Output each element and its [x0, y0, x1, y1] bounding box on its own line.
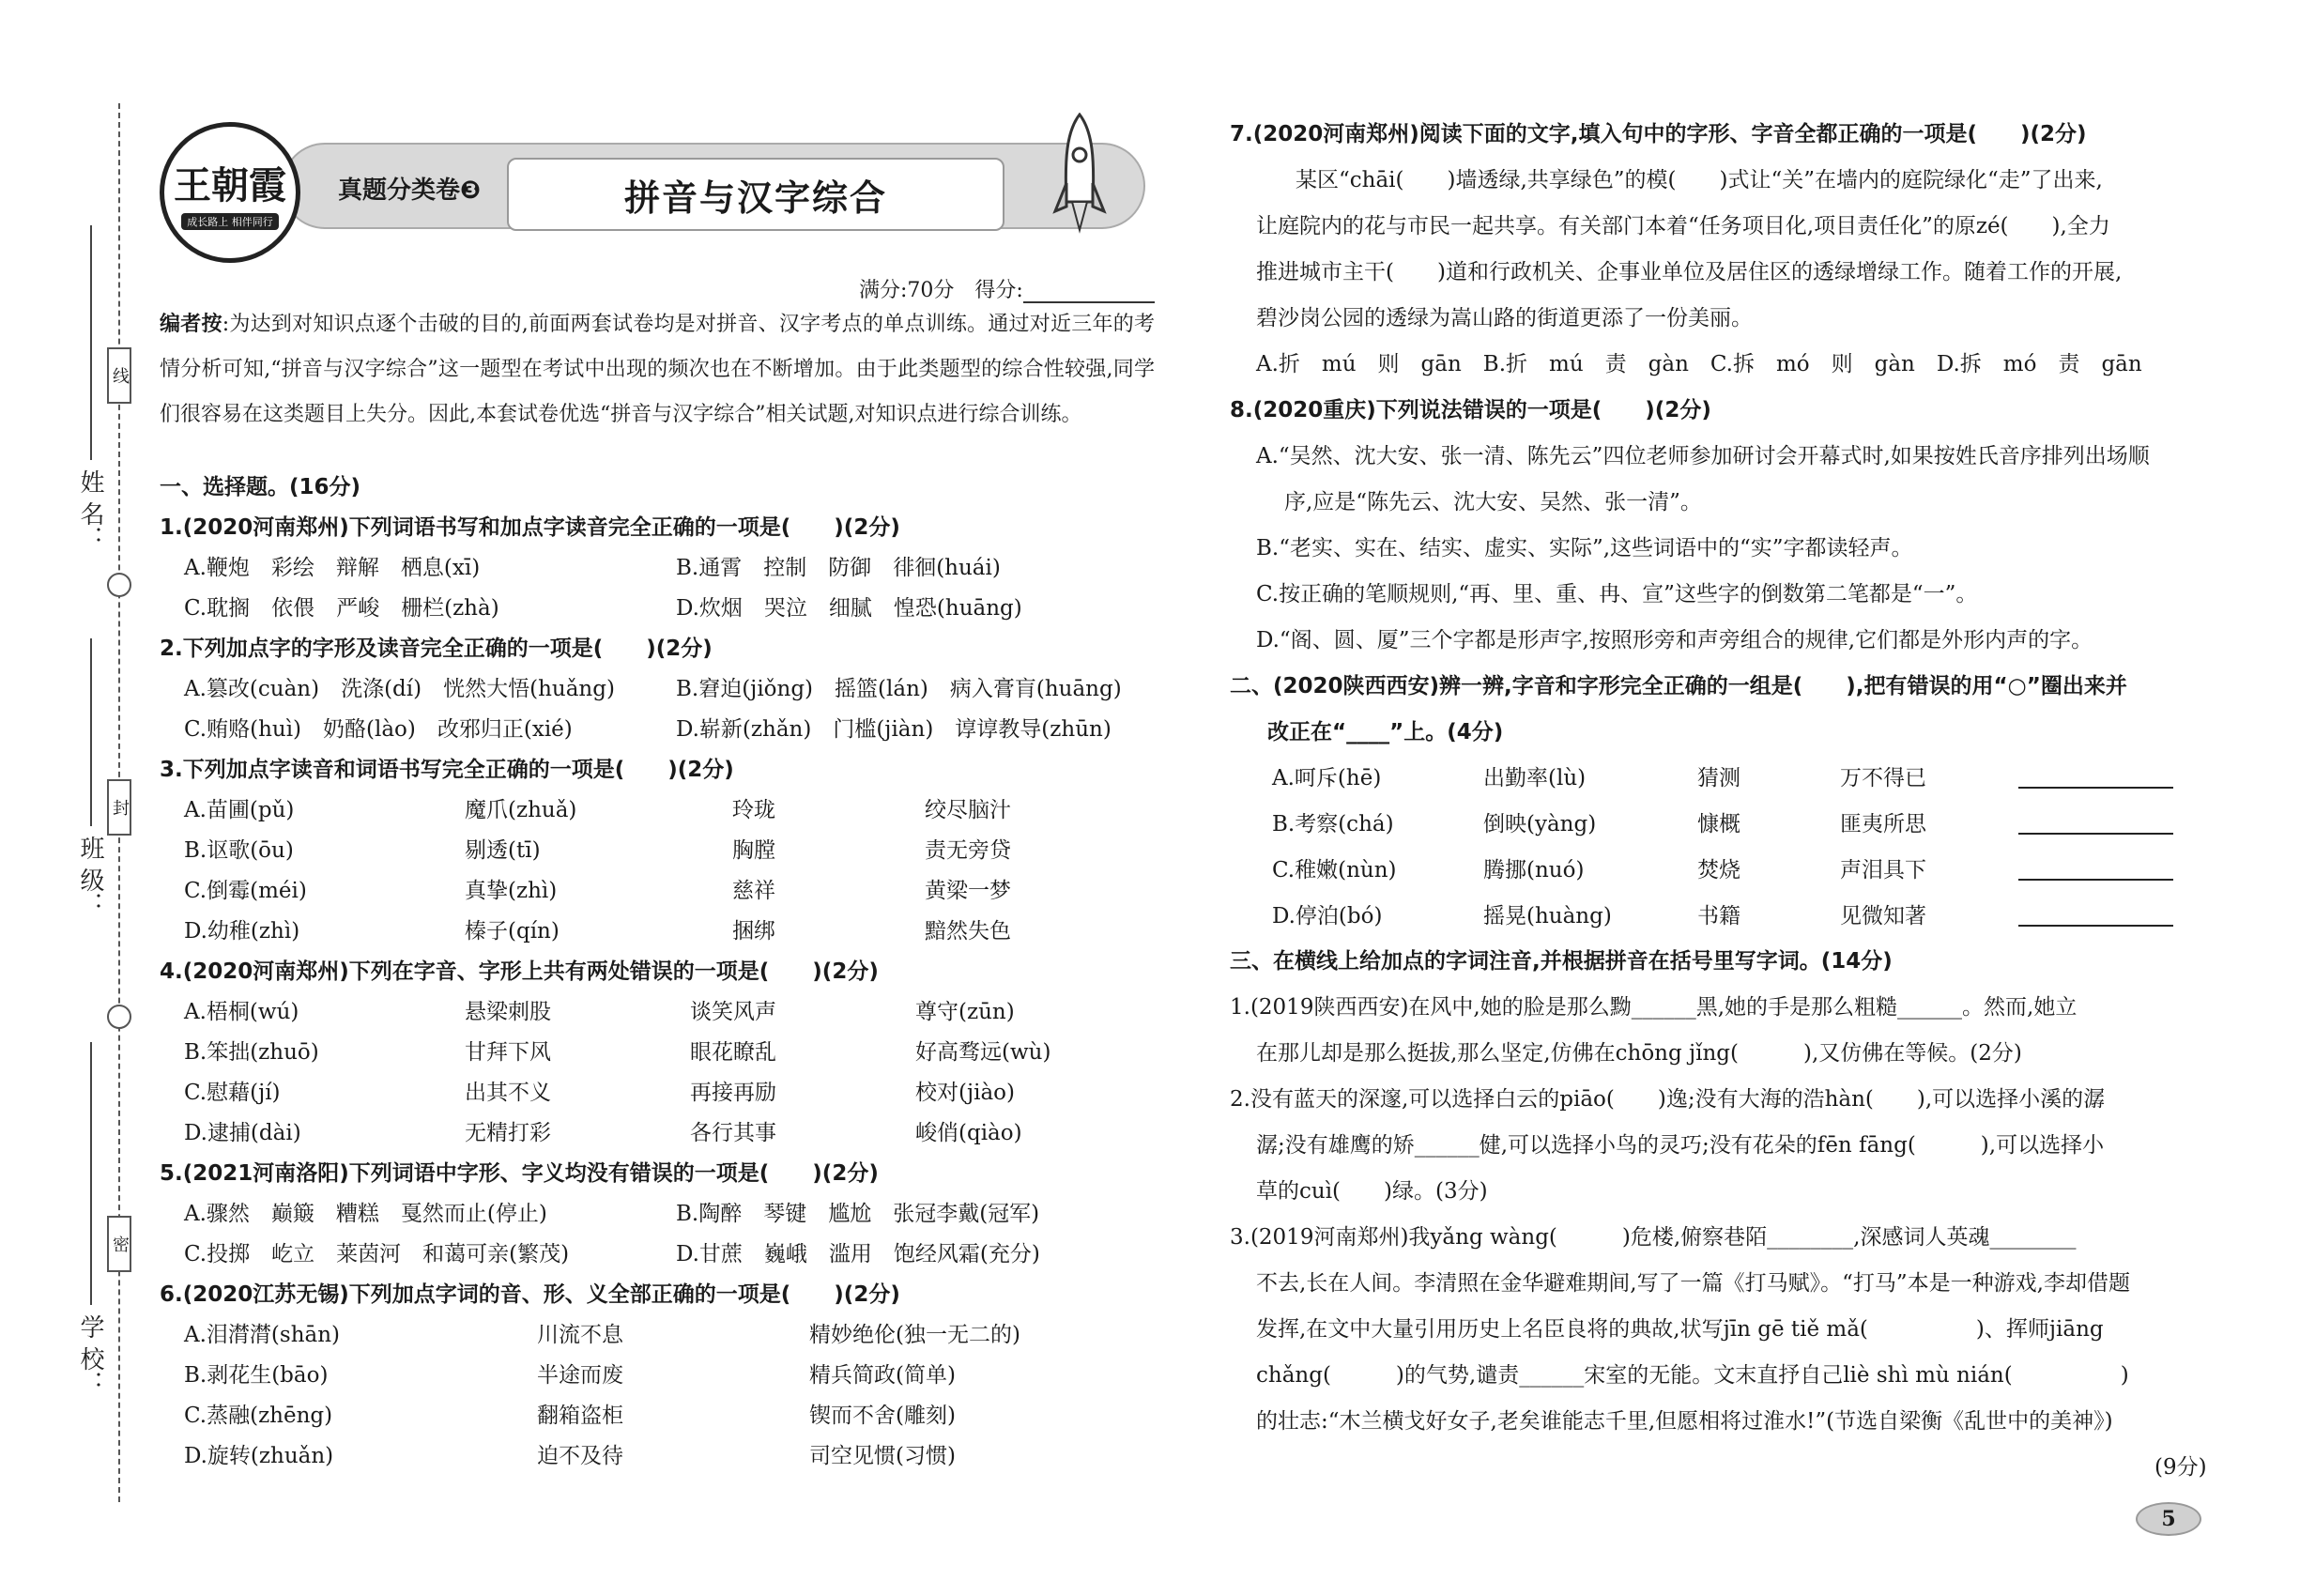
q7-stem: 7.(2020河南郑州)阅读下面的文字,填入句中的字形、字音全都正确的一项是( )(2分): [1230, 122, 2087, 146]
q6-option-cell: 精妙绝伦(独一无二的): [809, 1323, 1020, 1347]
s2-answer-line[interactable]: [2018, 833, 2173, 835]
name-label: 姓 名：: [76, 469, 104, 551]
q6-option-cell[interactable]: B.剥花生(bāo): [184, 1363, 329, 1388]
s2-option-cell[interactable]: B.考察(chá): [1272, 812, 1394, 836]
q7-passage-line: 某区“chāi( )墙透绿,共享绿色”的模( )式让“关”在墙内的庭院绿化“走”了出来,: [1296, 168, 2103, 192]
s3-q1-line: 1.(2019陕西西安)在风中,她的脸是那么黝______黑,她的手是那么粗糙______。然而,她立: [1230, 995, 2078, 1020]
s2-option-cell: 万不得已: [1840, 766, 1926, 790]
s3-q1-line: 在那儿却是那么挺拔,那么坚定,仿佛在chōng jǐng( ),又仿佛在等候。(2分): [1256, 1041, 2022, 1066]
s2-option-cell: 腾挪(nuó): [1483, 858, 1585, 882]
q3-option-cell: 剔透(tī): [465, 838, 541, 863]
q4-option-cell: 眼花瞭乱: [690, 1040, 776, 1065]
logo-slogan: 成长路上 相伴同行: [181, 213, 279, 230]
s2-option-cell: 匪夷所思: [1840, 812, 1926, 836]
s3-q2-line: 潺;没有雄鹰的矫______健,可以选择小鸟的灵巧;没有花朵的fēn fāng( ),可以选择小: [1256, 1133, 2105, 1158]
s2-option-cell: 摇晃(huàng): [1483, 904, 1612, 928]
q8-option-a[interactable]: A.“吴然、沈大安、张一清、陈先云”四位老师参加研讨会开幕式时,如果按姓氏音序排列出场顺: [1256, 444, 2150, 468]
q8-stem: 8.(2020重庆)下列说法错误的一项是( )(2分): [1230, 398, 1711, 422]
q4-option-cell: 甘拜下风: [465, 1040, 551, 1065]
q8-option-d[interactable]: D.“阁、圆、厦”三个字都是形声字,按照形旁和声旁组合的规律,它们都是外形内声的字。: [1256, 628, 2093, 652]
s3-q3-line: 发挥,在文中大量引用历史上名臣良将的典故,状写jīn gē tiě mǎ( )、挥师jiāng: [1256, 1317, 2104, 1342]
q1-stem: 1.(2020河南郑州)下列词语书写和加点字读音完全正确的一项是( )(2分): [160, 515, 900, 540]
q3-option-cell: 绞尽脑汁: [925, 798, 1011, 822]
binding-circle: [107, 1005, 131, 1029]
q4-option-cell: 悬梁刺股: [465, 1000, 551, 1024]
q6-option-cell: 川流不息: [537, 1323, 623, 1347]
s2-answer-line[interactable]: [2018, 925, 2173, 927]
s3-q3-score: (9分): [2154, 1455, 2207, 1480]
s2-option-cell: 声泪具下: [1840, 858, 1926, 882]
q6-option-cell: 精兵简政(简单): [809, 1363, 956, 1388]
class-blank[interactable]: [90, 638, 92, 826]
s2-option-cell: 书籍: [1697, 904, 1740, 928]
q2-option-a[interactable]: A.篡改(cuàn) 洗涤(dí) 恍然大悟(huǎng): [184, 677, 615, 701]
s2-option-cell: 猜测: [1697, 766, 1740, 790]
title-banner: [160, 103, 1155, 272]
binding-circle: [107, 573, 131, 597]
score-row: [859, 274, 1155, 303]
q1-option-a[interactable]: A.鞭炮 彩绘 辩解 栖息(xī): [184, 556, 481, 580]
q1-option-d[interactable]: D.炊烟 哭泣 细腻 惶恐(huāng): [676, 596, 1022, 621]
s3-q2-line: 2.没有蓝天的深邃,可以选择白云的piāo( )逸;没有大海的浩hàn( ),可以选择小溪的潺: [1230, 1087, 2106, 1112]
q4-option-cell: 谈笑风声: [690, 1000, 776, 1024]
q4-option-cell: 尊守(zūn): [915, 1000, 1015, 1024]
section-2-heading: 二、(2020陕西西安)辨一辨,字音和字形完全正确的一组是( ),把有错误的用“○”圈出来并: [1230, 674, 2127, 698]
s2-option-cell: 出勤率(lù): [1483, 766, 1587, 790]
q1-option-b[interactable]: B.通霄 控制 防御 徘徊(huái): [676, 556, 1001, 580]
q3-option-cell[interactable]: C.倒霉(méi): [184, 879, 307, 903]
q2-stem: 2.下列加点字的字形及读音完全正确的一项是( )(2分): [160, 637, 713, 661]
q4-option-cell: 峻俏(qiào): [915, 1121, 1022, 1145]
editor-note: [160, 302, 1155, 437]
q7-passage-line: 让庭院内的花与市民一起共享。有关部门本着“任务项目化,项目责任化”的原zé( ),全力: [1256, 214, 2110, 238]
q3-option-cell[interactable]: D.幼稚(zhì): [184, 919, 300, 944]
q3-option-cell: 黯然失色: [925, 919, 1011, 944]
q6-option-cell: 司空见惯(习惯): [809, 1444, 956, 1468]
s2-option-cell[interactable]: D.停泊(bó): [1272, 904, 1383, 928]
s3-q3-line: 的壮志:“木兰横戈好女子,老矣谁能志千里,但愿相将过淮水!”(节选自梁衡《乱世中的美神》): [1256, 1409, 2113, 1434]
rocket-icon: [1051, 113, 1108, 235]
q2-option-c[interactable]: C.贿赂(huì) 奶酪(lào) 改邪归正(xié): [184, 717, 573, 742]
s3-q3-line: 不去,长在人间。李清照在金华避难期间,写了一篇《打马赋》。“打马”本是一种游戏,李却借题: [1256, 1271, 2130, 1296]
q8-option-c[interactable]: C.按正确的笔顺规则,“再、里、重、冉、宣”这些字的倒数第二笔都是“一”。: [1256, 582, 1978, 606]
q6-option-cell: 锲而不舍(雕刻): [809, 1404, 956, 1428]
q6-option-cell[interactable]: D.旋转(zhuǎn): [184, 1444, 334, 1468]
q6-option-cell[interactable]: A.泪潸潸(shān): [184, 1323, 341, 1347]
q3-option-cell: 慈祥: [732, 879, 775, 903]
q4-option-cell: 校对(jiào): [915, 1081, 1015, 1105]
q3-option-cell: 玲珑: [732, 798, 775, 822]
q6-option-cell: 半途而废: [537, 1363, 623, 1388]
q4-option-cell: 好高骛远(wù): [915, 1040, 1051, 1065]
s2-answer-line[interactable]: [2018, 879, 2173, 881]
s2-option-cell: 慷概: [1697, 812, 1740, 836]
q8-option-a-cont[interactable]: 序,应是“陈先云、沈大安、吴然、张一清”。: [1284, 490, 1702, 514]
s2-option-cell[interactable]: C.稚嫩(nùn): [1272, 858, 1397, 882]
q4-stem: 4.(2020河南郑州)下列在字音、字形上共有两处错误的一项是( )(2分): [160, 959, 879, 984]
seal-mark-line: 线: [107, 347, 131, 404]
q3-stem: 3.下列加点字读音和词语书写完全正确的一项是( )(2分): [160, 758, 734, 782]
q4-option-cell[interactable]: D.逮捕(dài): [184, 1121, 301, 1145]
seal-mark-seal: 封: [107, 779, 131, 836]
school-label: 学 校：: [76, 1314, 104, 1396]
q7-options[interactable]: A.折 mú 则 gān B.折 mú 责 gàn C.拆 mó 则 gàn D.拆 mó 责 gān: [1256, 352, 2142, 376]
brand-logo: [160, 122, 300, 263]
seal-mark-secret: 密: [107, 1216, 131, 1272]
section-2-heading-cont: 改正在“____”上。(4分): [1267, 720, 1504, 744]
school-blank[interactable]: [90, 1042, 92, 1305]
q3-option-cell[interactable]: A.苗圃(pǔ): [184, 798, 295, 822]
q1-option-c[interactable]: C.耽搁 依偎 严峻 栅栏(zhà): [184, 596, 499, 621]
s3-q3-line: chǎng( )的气势,谴责______宋室的无能。文末直抒自己liè shì mù nián( ): [1256, 1363, 2129, 1388]
q3-option-cell: 捆绑: [732, 919, 775, 944]
q2-option-d[interactable]: D.崭新(zhǎn) 门槛(jiàn) 谆谆教导(zhūn): [676, 717, 1112, 742]
editor-note-text: :为达到对知识点逐个击破的目的,前面两套试卷均是对拼音、汉字考点的单点训练。通过对近三年的考情分析可知,“拼音与汉字综合”这一题型在考试中出现的频次也在不断增加。由于此类题型的综合性较强,同学们很容易在这类题目上失分。因此,本套试卷优选“拼音与汉字综合”相关试题,对知识点进行综合训练。: [160, 313, 1155, 426]
page-title: 拼音与汉字综合: [507, 158, 1004, 231]
q5-option-c[interactable]: C.投掷 屹立 莱茵河 和蔼可亲(繁茂): [184, 1242, 570, 1266]
section-3-heading: 三、在横线上给加点的字词注音,并根据拼音在括号里写字词。(14分): [1230, 949, 1893, 974]
q4-option-cell: 无精打彩: [465, 1121, 551, 1145]
q4-option-cell: 各行其事: [690, 1121, 776, 1145]
q6-option-cell: 迫不及待: [537, 1444, 623, 1468]
q3-option-cell: 榛子(qín): [465, 919, 560, 944]
q4-option-cell[interactable]: C.慰藉(jí): [184, 1081, 281, 1105]
q3-option-cell: 责无旁贷: [925, 838, 1011, 863]
q7-passage-line: 碧沙岗公园的透绿为嵩山路的街道更添了一份美丽。: [1256, 306, 1753, 330]
q6-stem: 6.(2020江苏无锡)下列加点字词的音、形、义全部正确的一项是( )(2分): [160, 1282, 900, 1307]
q2-option-b[interactable]: B.窘迫(jiǒng) 摇篮(lán) 病入膏肓(huāng): [676, 677, 1122, 701]
s2-option-cell: 见微知著: [1840, 904, 1926, 928]
section-1-heading: 一、选择题。(16分): [160, 475, 361, 499]
series-label: 真题分类卷❸: [338, 176, 482, 205]
q3-option-cell: 黄梁一梦: [925, 879, 1011, 903]
q3-option-cell[interactable]: B.讴歌(ōu): [184, 838, 294, 863]
s3-q2-line: 草的cuì( )绿。(3分): [1256, 1179, 1488, 1204]
q4-option-cell: 再接再励: [690, 1081, 776, 1105]
logo-name: 王朝霞: [174, 162, 286, 207]
q3-option-cell: 胸膛: [732, 838, 775, 863]
s2-option-cell[interactable]: A.呵斥(hē): [1272, 766, 1382, 790]
s3-q3-line: 3.(2019河南郑州)我yǎng wàng( )危楼,俯察巷陌________,深感词人英魂________: [1230, 1225, 2077, 1250]
name-blank[interactable]: [90, 225, 92, 460]
q8-option-b[interactable]: B.“老实、实在、结实、虚实、实际”,这些词语中的“实”字都读轻声。: [1256, 536, 1913, 560]
q4-option-cell: 出其不义: [465, 1081, 551, 1105]
q4-option-cell[interactable]: B.笨拙(zhuō): [184, 1040, 319, 1065]
q5-stem: 5.(2021河南洛阳)下列词语中字形、字义均没有错误的一项是( )(2分): [160, 1161, 879, 1186]
s2-answer-line[interactable]: [2018, 787, 2173, 789]
q7-passage-line: 推进城市主干( )道和行政机关、企事业单位及居住区的透绿增绿工作。随着工作的开展,: [1256, 260, 2123, 284]
q4-option-cell[interactable]: A.梧桐(wú): [184, 1000, 299, 1024]
q3-option-cell: 真挚(zhì): [465, 879, 558, 903]
score-text: 满分:70分 得分:: [859, 279, 1023, 302]
class-label: 班 级：: [76, 836, 104, 917]
score-blank[interactable]: [1023, 283, 1155, 303]
editor-note-label: 编者按: [160, 313, 222, 336]
page-number: 5: [2136, 1502, 2201, 1536]
q5-option-a[interactable]: A.骤然 巅簸 糟糕 戛然而止(停止): [184, 1202, 547, 1226]
q5-option-b[interactable]: B.陶醉 琴键 尴尬 张冠李戴(冠军): [676, 1202, 1040, 1226]
q3-option-cell: 魔爪(zhuǎ): [465, 798, 577, 822]
s2-option-cell: 焚烧: [1697, 858, 1740, 882]
q5-option-d[interactable]: D.甘蔗 巍峨 滥用 饱经风霜(充分): [676, 1242, 1040, 1266]
q6-option-cell: 翻箱盗柜: [537, 1404, 623, 1428]
q6-option-cell[interactable]: C.蒸融(zhēng): [184, 1404, 333, 1428]
s2-option-cell: 倒映(yàng): [1483, 812, 1597, 836]
